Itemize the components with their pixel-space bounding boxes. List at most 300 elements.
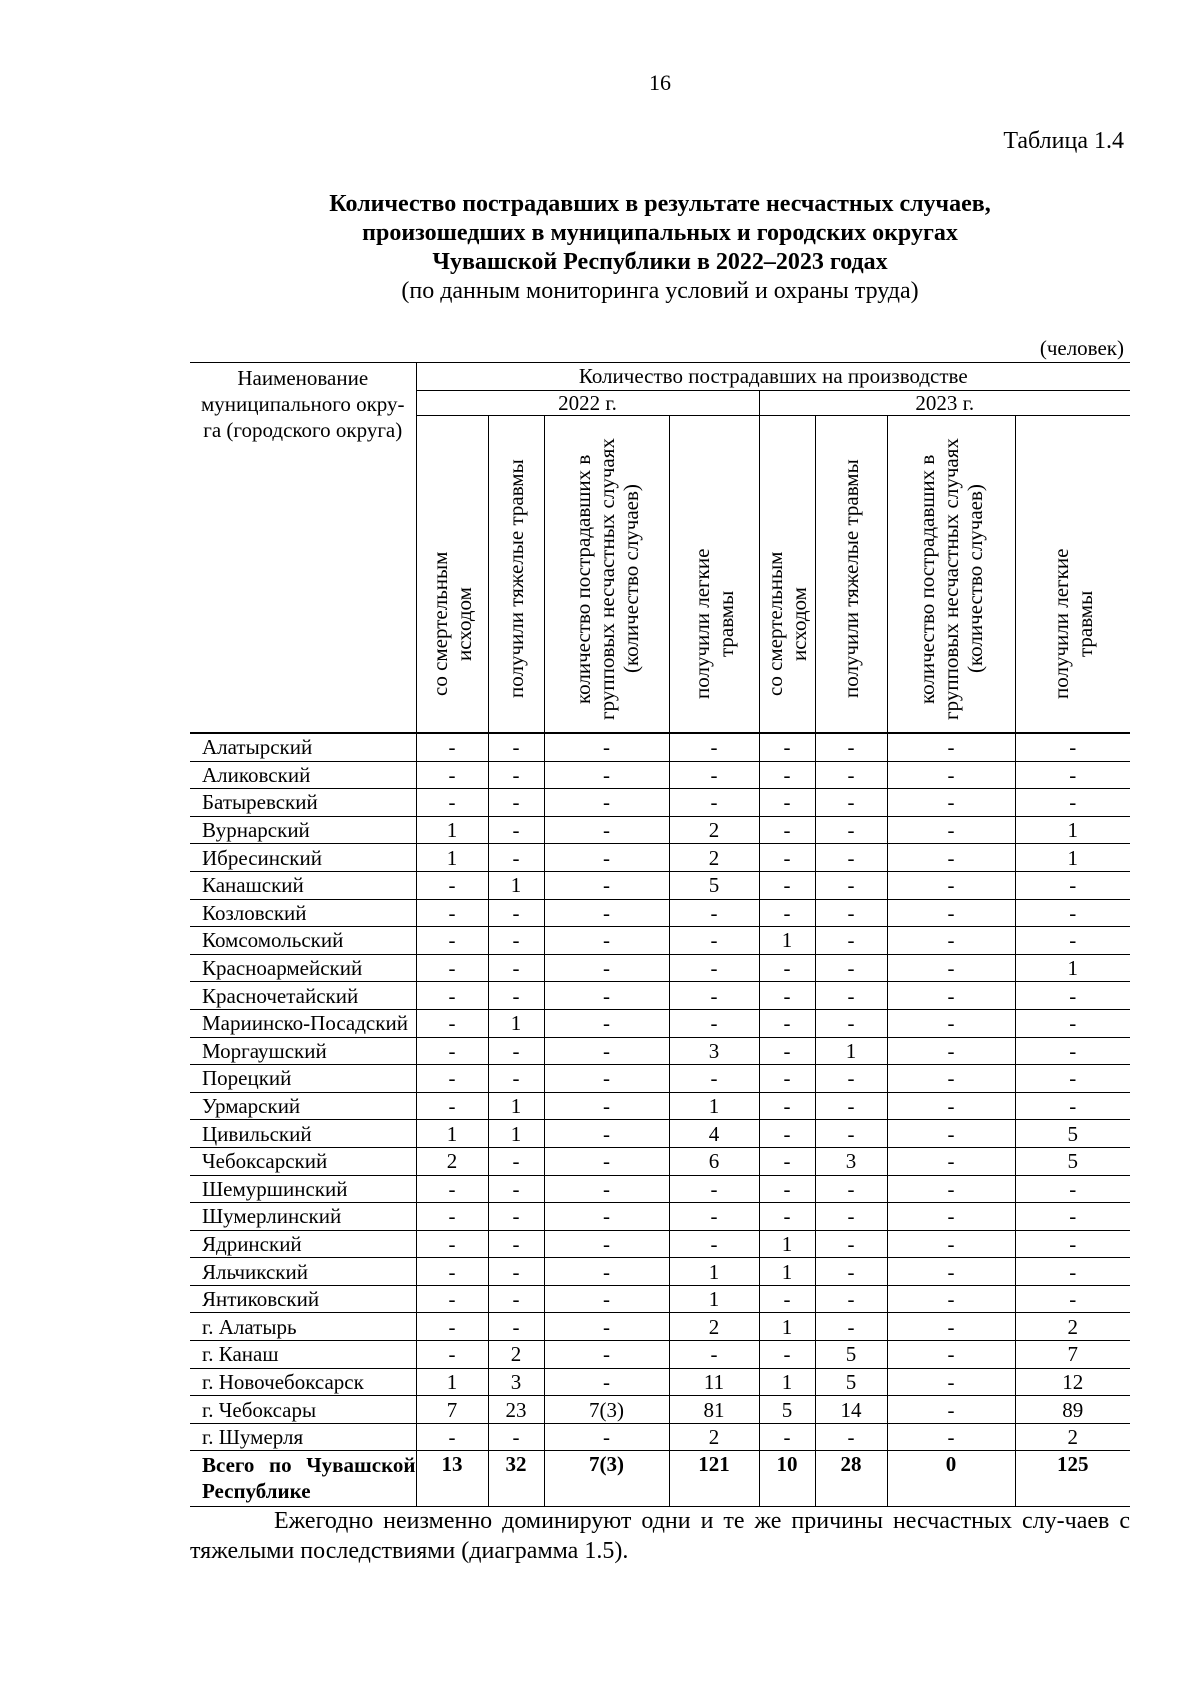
- cell-2023-fatal: -: [759, 844, 815, 872]
- table-row: [190, 1203, 1130, 1231]
- cell-2022-light: -: [669, 1203, 759, 1231]
- cell-2023-fatal: -: [759, 789, 815, 817]
- cell-2022-group: -: [544, 927, 669, 955]
- cell-2022-severe: -: [488, 1203, 544, 1231]
- page-number: 16: [649, 70, 671, 95]
- cell-2022-fatal: -: [416, 789, 488, 817]
- cell-2023-light: 2: [1015, 1313, 1130, 1341]
- cell-2022-severe: -: [488, 1258, 544, 1286]
- row-name: г. Шумерля: [190, 1423, 416, 1451]
- cell-2022-fatal: -: [416, 1065, 488, 1093]
- row-name: Мариинско-Посадский: [190, 1009, 416, 1037]
- header-2022-fatal-text: со смертельным исходом: [428, 551, 476, 697]
- row-name: Цивильский: [190, 1120, 416, 1148]
- cell-2023-group: -: [887, 871, 1015, 899]
- cell-2022-light: -: [669, 954, 759, 982]
- cell-2023-group: -: [887, 1423, 1015, 1451]
- cell-2023-group: -: [887, 1092, 1015, 1120]
- cell-2023-light: -: [1015, 1175, 1130, 1203]
- cell-2022-group: -: [544, 954, 669, 982]
- cell-2022-severe: 32: [488, 1451, 544, 1507]
- cell-2023-group: -: [887, 761, 1015, 789]
- cell-2022-fatal: 1: [416, 844, 488, 872]
- cell-2022-fatal: 1: [416, 816, 488, 844]
- cell-2023-fatal: 1: [759, 1313, 815, 1341]
- header-name-col: Наименование муниципального окру-га (городского округа): [190, 363, 416, 734]
- unit-label: (человек): [1039, 336, 1124, 360]
- cell-2022-fatal: -: [416, 1423, 488, 1451]
- cell-2022-fatal: -: [416, 1341, 488, 1369]
- cell-2022-fatal: 13: [416, 1451, 488, 1507]
- cell-2022-light: 11: [669, 1368, 759, 1396]
- table-row: [190, 1423, 1130, 1451]
- cell-2023-group: -: [887, 844, 1015, 872]
- cell-2022-fatal: -: [416, 1009, 488, 1037]
- cell-2023-group: -: [887, 1285, 1015, 1313]
- cell-2023-fatal: -: [759, 1009, 815, 1037]
- table-row: [190, 1368, 1130, 1396]
- cell-2022-group: -: [544, 1423, 669, 1451]
- cell-2023-light: 5: [1015, 1147, 1130, 1175]
- cell-2023-severe: -: [815, 1065, 887, 1093]
- cell-2022-severe: -: [488, 844, 544, 872]
- header-2022-fatal: [416, 416, 488, 734]
- cell-2022-group: -: [544, 1092, 669, 1120]
- header-2023-group: [887, 416, 1015, 734]
- cell-2022-light: -: [669, 927, 759, 955]
- table-row: [190, 1092, 1130, 1120]
- table-row: [190, 1313, 1130, 1341]
- cell-2022-light: 3: [669, 1037, 759, 1065]
- cell-2023-fatal: 1: [759, 927, 815, 955]
- cell-2022-fatal: -: [416, 1203, 488, 1231]
- cell-2022-fatal: -: [416, 871, 488, 899]
- cell-2023-group: 0: [887, 1451, 1015, 1507]
- cell-2022-light: -: [669, 1341, 759, 1369]
- header-2022-light-text: получили легкие травмы: [690, 548, 738, 700]
- cell-2022-group: -: [544, 1341, 669, 1369]
- cell-2022-group: -: [544, 844, 669, 872]
- injury-table: [190, 362, 1130, 1507]
- cell-2023-fatal: -: [759, 871, 815, 899]
- cell-2023-severe: -: [815, 761, 887, 789]
- row-name: Ибресинский: [190, 844, 416, 872]
- cell-2023-severe: 3: [815, 1147, 887, 1175]
- cell-2022-light: -: [669, 789, 759, 817]
- cell-2023-fatal: 1: [759, 1230, 815, 1258]
- cell-2023-fatal: 5: [759, 1396, 815, 1424]
- cell-2022-severe: 1: [488, 1120, 544, 1148]
- cell-2023-severe: -: [815, 1092, 887, 1120]
- cell-2023-fatal: -: [759, 1175, 815, 1203]
- cell-2023-light: -: [1015, 1285, 1130, 1313]
- row-name: г. Новочебоксарск: [190, 1368, 416, 1396]
- cell-2022-fatal: -: [416, 927, 488, 955]
- cell-2023-light: -: [1015, 789, 1130, 817]
- cell-2023-severe: -: [815, 954, 887, 982]
- cell-2022-fatal: -: [416, 954, 488, 982]
- body-paragraph: Ежегодно неизменно доминируют одни и те же причины несчастных слу-чаев с тяжелыми последствиями (диаграмма 1.5).: [190, 1508, 1130, 1564]
- table-row: [190, 982, 1130, 1010]
- cell-2022-light: 2: [669, 816, 759, 844]
- table-row: [190, 1147, 1130, 1175]
- cell-2022-group: -: [544, 1258, 669, 1286]
- cell-2022-group: -: [544, 733, 669, 761]
- cell-2022-group: -: [544, 1065, 669, 1093]
- cell-2023-light: 1: [1015, 816, 1130, 844]
- row-name: Шемуршинский: [190, 1175, 416, 1203]
- table-row: [190, 1285, 1130, 1313]
- cell-2023-fatal: -: [759, 1341, 815, 1369]
- cell-2023-fatal: 10: [759, 1451, 815, 1507]
- cell-2022-severe: 3: [488, 1368, 544, 1396]
- cell-2022-severe: 1: [488, 871, 544, 899]
- cell-2022-light: 1: [669, 1285, 759, 1313]
- cell-2022-fatal: -: [416, 733, 488, 761]
- cell-2022-light: -: [669, 899, 759, 927]
- cell-2023-fatal: -: [759, 1147, 815, 1175]
- cell-2022-light: -: [669, 1175, 759, 1203]
- cell-2022-fatal: 7: [416, 1396, 488, 1424]
- row-name: Красноармейский: [190, 954, 416, 982]
- cell-2022-group: -: [544, 1120, 669, 1148]
- header-2022-light: [669, 416, 759, 734]
- cell-2023-group: -: [887, 1065, 1015, 1093]
- cell-2022-light: 1: [669, 1258, 759, 1286]
- cell-2022-group: -: [544, 899, 669, 927]
- cell-2023-fatal: 1: [759, 1258, 815, 1286]
- cell-2022-light: 121: [669, 1451, 759, 1507]
- table-body: [190, 733, 1130, 1507]
- cell-2022-group: -: [544, 1203, 669, 1231]
- cell-2022-group: -: [544, 1285, 669, 1313]
- cell-2023-severe: -: [815, 733, 887, 761]
- cell-2022-light: 81: [669, 1396, 759, 1424]
- cell-2023-group: -: [887, 1258, 1015, 1286]
- cell-2022-severe: -: [488, 899, 544, 927]
- cell-2023-group: -: [887, 1313, 1015, 1341]
- cell-2023-fatal: -: [759, 899, 815, 927]
- cell-2023-severe: -: [815, 789, 887, 817]
- cell-2022-fatal: -: [416, 1092, 488, 1120]
- title-subtitle: (по данным мониторинга условий и охраны труда): [401, 278, 919, 304]
- table-row: [190, 733, 1130, 761]
- cell-2023-light: -: [1015, 982, 1130, 1010]
- table-row: [190, 789, 1130, 817]
- header-year-2023: 2023 г.: [759, 391, 1130, 416]
- title-line-1: Количество пострадавших в результате несчастных случаев,: [329, 191, 991, 217]
- cell-2023-severe: -: [815, 1120, 887, 1148]
- row-name: Янтиковский: [190, 1285, 416, 1313]
- title-line-2: произошедших в муниципальных и городских округах: [362, 220, 958, 246]
- cell-2022-fatal: -: [416, 1230, 488, 1258]
- cell-2022-group: -: [544, 1147, 669, 1175]
- cell-2023-severe: -: [815, 1009, 887, 1037]
- cell-2023-light: -: [1015, 761, 1130, 789]
- cell-2023-severe: 14: [815, 1396, 887, 1424]
- cell-2022-severe: -: [488, 954, 544, 982]
- cell-2022-light: -: [669, 733, 759, 761]
- cell-2022-severe: 2: [488, 1341, 544, 1369]
- cell-2023-severe: -: [815, 1258, 887, 1286]
- cell-2023-severe: -: [815, 1313, 887, 1341]
- cell-2023-group: -: [887, 1147, 1015, 1175]
- cell-2023-group: -: [887, 1120, 1015, 1148]
- table-row: [190, 1120, 1130, 1148]
- cell-2023-fatal: -: [759, 1037, 815, 1065]
- cell-2022-severe: -: [488, 733, 544, 761]
- cell-2022-severe: -: [488, 927, 544, 955]
- table-row: [190, 1175, 1130, 1203]
- cell-2022-fatal: -: [416, 1037, 488, 1065]
- row-name: Яльчикский: [190, 1258, 416, 1286]
- cell-2023-light: 7: [1015, 1341, 1130, 1369]
- cell-2023-severe: -: [815, 816, 887, 844]
- header-2022-group-text: количество пострадавших в групповых несчастных случаях (количество случаев): [570, 438, 643, 720]
- row-name: г. Чебоксары: [190, 1396, 416, 1424]
- cell-2023-fatal: -: [759, 761, 815, 789]
- cell-2022-light: 1: [669, 1092, 759, 1120]
- table-row: [190, 1009, 1130, 1037]
- cell-2023-group: -: [887, 1203, 1015, 1231]
- header-year-2022: 2022 г.: [416, 391, 759, 416]
- cell-2022-fatal: 1: [416, 1120, 488, 1148]
- cell-2023-light: -: [1015, 1065, 1130, 1093]
- cell-2023-group: -: [887, 733, 1015, 761]
- cell-2022-fatal: -: [416, 1285, 488, 1313]
- cell-2023-group: -: [887, 1230, 1015, 1258]
- table-row: [190, 1341, 1130, 1369]
- cell-2022-light: 5: [669, 871, 759, 899]
- cell-2022-fatal: -: [416, 982, 488, 1010]
- cell-2023-light: -: [1015, 1203, 1130, 1231]
- header-2022-group: [544, 416, 669, 734]
- table-row: [190, 844, 1130, 872]
- cell-2022-severe: 1: [488, 1092, 544, 1120]
- cell-2023-fatal: -: [759, 733, 815, 761]
- cell-2022-fatal: -: [416, 761, 488, 789]
- cell-2022-fatal: -: [416, 1258, 488, 1286]
- cell-2023-severe: -: [815, 1230, 887, 1258]
- row-name: Комсомольский: [190, 927, 416, 955]
- cell-2023-fatal: 1: [759, 1368, 815, 1396]
- header-2023-light: [1015, 416, 1130, 734]
- cell-2023-light: 1: [1015, 844, 1130, 872]
- cell-2023-fatal: -: [759, 1092, 815, 1120]
- table-title: [190, 190, 1130, 306]
- cell-2023-light: 5: [1015, 1120, 1130, 1148]
- cell-2023-light: -: [1015, 733, 1130, 761]
- cell-2023-group: -: [887, 1341, 1015, 1369]
- cell-2022-group: -: [544, 816, 669, 844]
- cell-2023-severe: -: [815, 899, 887, 927]
- cell-2022-severe: -: [488, 1147, 544, 1175]
- cell-2023-light: 125: [1015, 1451, 1130, 1507]
- header-group: Количество пострадавших на производстве: [416, 363, 1130, 391]
- cell-2022-group: 7(3): [544, 1396, 669, 1424]
- cell-2023-severe: -: [815, 1175, 887, 1203]
- row-name: Всего по Чувашской Республике: [190, 1451, 416, 1507]
- cell-2022-light: 2: [669, 1313, 759, 1341]
- table-row: [190, 871, 1130, 899]
- cell-2022-light: -: [669, 1065, 759, 1093]
- cell-2023-severe: -: [815, 844, 887, 872]
- cell-2022-group: -: [544, 871, 669, 899]
- cell-2022-fatal: -: [416, 899, 488, 927]
- cell-2023-light: 2: [1015, 1423, 1130, 1451]
- cell-2022-fatal: -: [416, 1313, 488, 1341]
- cell-2023-light: 89: [1015, 1396, 1130, 1424]
- table-row: [190, 1065, 1130, 1093]
- cell-2022-light: 2: [669, 1423, 759, 1451]
- cell-2022-severe: -: [488, 982, 544, 1010]
- cell-2022-light: -: [669, 982, 759, 1010]
- cell-2023-severe: -: [815, 871, 887, 899]
- cell-2022-group: 7(3): [544, 1451, 669, 1507]
- cell-2023-severe: -: [815, 982, 887, 1010]
- header-2023-severe: [815, 416, 887, 734]
- row-name: Шумерлинский: [190, 1203, 416, 1231]
- cell-2023-light: -: [1015, 871, 1130, 899]
- cell-2023-fatal: -: [759, 1285, 815, 1313]
- cell-2022-severe: -: [488, 1423, 544, 1451]
- cell-2022-group: -: [544, 1037, 669, 1065]
- cell-2023-fatal: -: [759, 1065, 815, 1093]
- cell-2022-group: -: [544, 1175, 669, 1203]
- header-2022-severe-text: получили тяжелые травмы: [504, 459, 528, 699]
- cell-2023-light: -: [1015, 1230, 1130, 1258]
- header-2023-fatal: [759, 416, 815, 734]
- cell-2023-severe: -: [815, 1285, 887, 1313]
- cell-2023-group: -: [887, 927, 1015, 955]
- header-2022-severe: [488, 416, 544, 734]
- cell-2022-fatal: -: [416, 1175, 488, 1203]
- row-name: Ядринский: [190, 1230, 416, 1258]
- cell-2023-severe: -: [815, 927, 887, 955]
- table-row: [190, 1230, 1130, 1258]
- cell-2023-group: -: [887, 982, 1015, 1010]
- cell-2023-light: 12: [1015, 1368, 1130, 1396]
- cell-2023-group: -: [887, 1396, 1015, 1424]
- cell-2023-fatal: -: [759, 1120, 815, 1148]
- table-row: [190, 1396, 1130, 1424]
- cell-2022-group: -: [544, 761, 669, 789]
- row-name: Алатырский: [190, 733, 416, 761]
- cell-2022-severe: -: [488, 1065, 544, 1093]
- row-name: Красночетайский: [190, 982, 416, 1010]
- header-2023-fatal-text: со смертельным исходом: [763, 551, 811, 697]
- row-name: Чебоксарский: [190, 1147, 416, 1175]
- table-row: [190, 816, 1130, 844]
- cell-2022-severe: -: [488, 1230, 544, 1258]
- cell-2022-group: -: [544, 789, 669, 817]
- cell-2022-light: -: [669, 1009, 759, 1037]
- total-row: [190, 1451, 1130, 1507]
- cell-2022-severe: -: [488, 1175, 544, 1203]
- cell-2022-group: -: [544, 1368, 669, 1396]
- cell-2023-light: -: [1015, 927, 1130, 955]
- cell-2022-severe: 1: [488, 1009, 544, 1037]
- table-row: [190, 1037, 1130, 1065]
- cell-2022-severe: -: [488, 1037, 544, 1065]
- cell-2023-light: -: [1015, 1258, 1130, 1286]
- table-label: Таблица 1.4: [1003, 128, 1124, 154]
- cell-2023-severe: 5: [815, 1368, 887, 1396]
- cell-2022-group: -: [544, 1009, 669, 1037]
- cell-2023-severe: 5: [815, 1341, 887, 1369]
- cell-2022-light: -: [669, 1230, 759, 1258]
- cell-2023-light: -: [1015, 1092, 1130, 1120]
- title-line-3: Чувашской Республики в 2022–2023 годах: [432, 249, 888, 275]
- cell-2023-severe: -: [815, 1203, 887, 1231]
- cell-2023-light: 1: [1015, 954, 1130, 982]
- cell-2023-group: -: [887, 1175, 1015, 1203]
- cell-2023-fatal: -: [759, 982, 815, 1010]
- cell-2022-severe: 23: [488, 1396, 544, 1424]
- cell-2023-fatal: -: [759, 1203, 815, 1231]
- row-name: Моргаушский: [190, 1037, 416, 1065]
- cell-2023-severe: 1: [815, 1037, 887, 1065]
- cell-2022-severe: -: [488, 816, 544, 844]
- table-row: [190, 954, 1130, 982]
- cell-2022-fatal: 1: [416, 1368, 488, 1396]
- table-row: [190, 927, 1130, 955]
- cell-2023-light: -: [1015, 1009, 1130, 1037]
- row-name: Вурнарский: [190, 816, 416, 844]
- cell-2022-light: -: [669, 761, 759, 789]
- cell-2022-group: -: [544, 1230, 669, 1258]
- table-row: [190, 899, 1130, 927]
- header-2023-group-text: количество пострадавших в групповых несчастных случаях (количество случаев): [915, 438, 987, 720]
- cell-2022-group: -: [544, 982, 669, 1010]
- cell-2022-severe: -: [488, 1285, 544, 1313]
- row-name: Аликовский: [190, 761, 416, 789]
- row-name: Батыревский: [190, 789, 416, 817]
- cell-2023-group: -: [887, 789, 1015, 817]
- cell-2022-group: -: [544, 1313, 669, 1341]
- row-name: Порецкий: [190, 1065, 416, 1093]
- cell-2022-light: 4: [669, 1120, 759, 1148]
- row-name: Канашский: [190, 871, 416, 899]
- cell-2022-severe: -: [488, 761, 544, 789]
- cell-2023-group: -: [887, 1368, 1015, 1396]
- cell-2022-fatal: 2: [416, 1147, 488, 1175]
- cell-2023-fatal: -: [759, 954, 815, 982]
- row-name: г. Канаш: [190, 1341, 416, 1369]
- cell-2022-light: 6: [669, 1147, 759, 1175]
- cell-2022-severe: -: [488, 1313, 544, 1341]
- cell-2023-fatal: -: [759, 1423, 815, 1451]
- cell-2022-severe: -: [488, 789, 544, 817]
- cell-2023-group: -: [887, 1009, 1015, 1037]
- table-row: [190, 761, 1130, 789]
- cell-2023-group: -: [887, 816, 1015, 844]
- cell-2023-fatal: -: [759, 816, 815, 844]
- row-name: Урмарский: [190, 1092, 416, 1120]
- row-name: Козловский: [190, 899, 416, 927]
- cell-2023-severe: -: [815, 1423, 887, 1451]
- header-2023-light-text: получили легкие травмы: [1048, 548, 1097, 700]
- cell-2023-severe: 28: [815, 1451, 887, 1507]
- header-2023-severe-text: получили тяжелые травмы: [839, 459, 863, 699]
- cell-2023-group: -: [887, 899, 1015, 927]
- cell-2023-light: -: [1015, 899, 1130, 927]
- cell-2022-light: 2: [669, 844, 759, 872]
- cell-2023-light: -: [1015, 1037, 1130, 1065]
- cell-2023-group: -: [887, 954, 1015, 982]
- table-row: [190, 1258, 1130, 1286]
- cell-2023-group: -: [887, 1037, 1015, 1065]
